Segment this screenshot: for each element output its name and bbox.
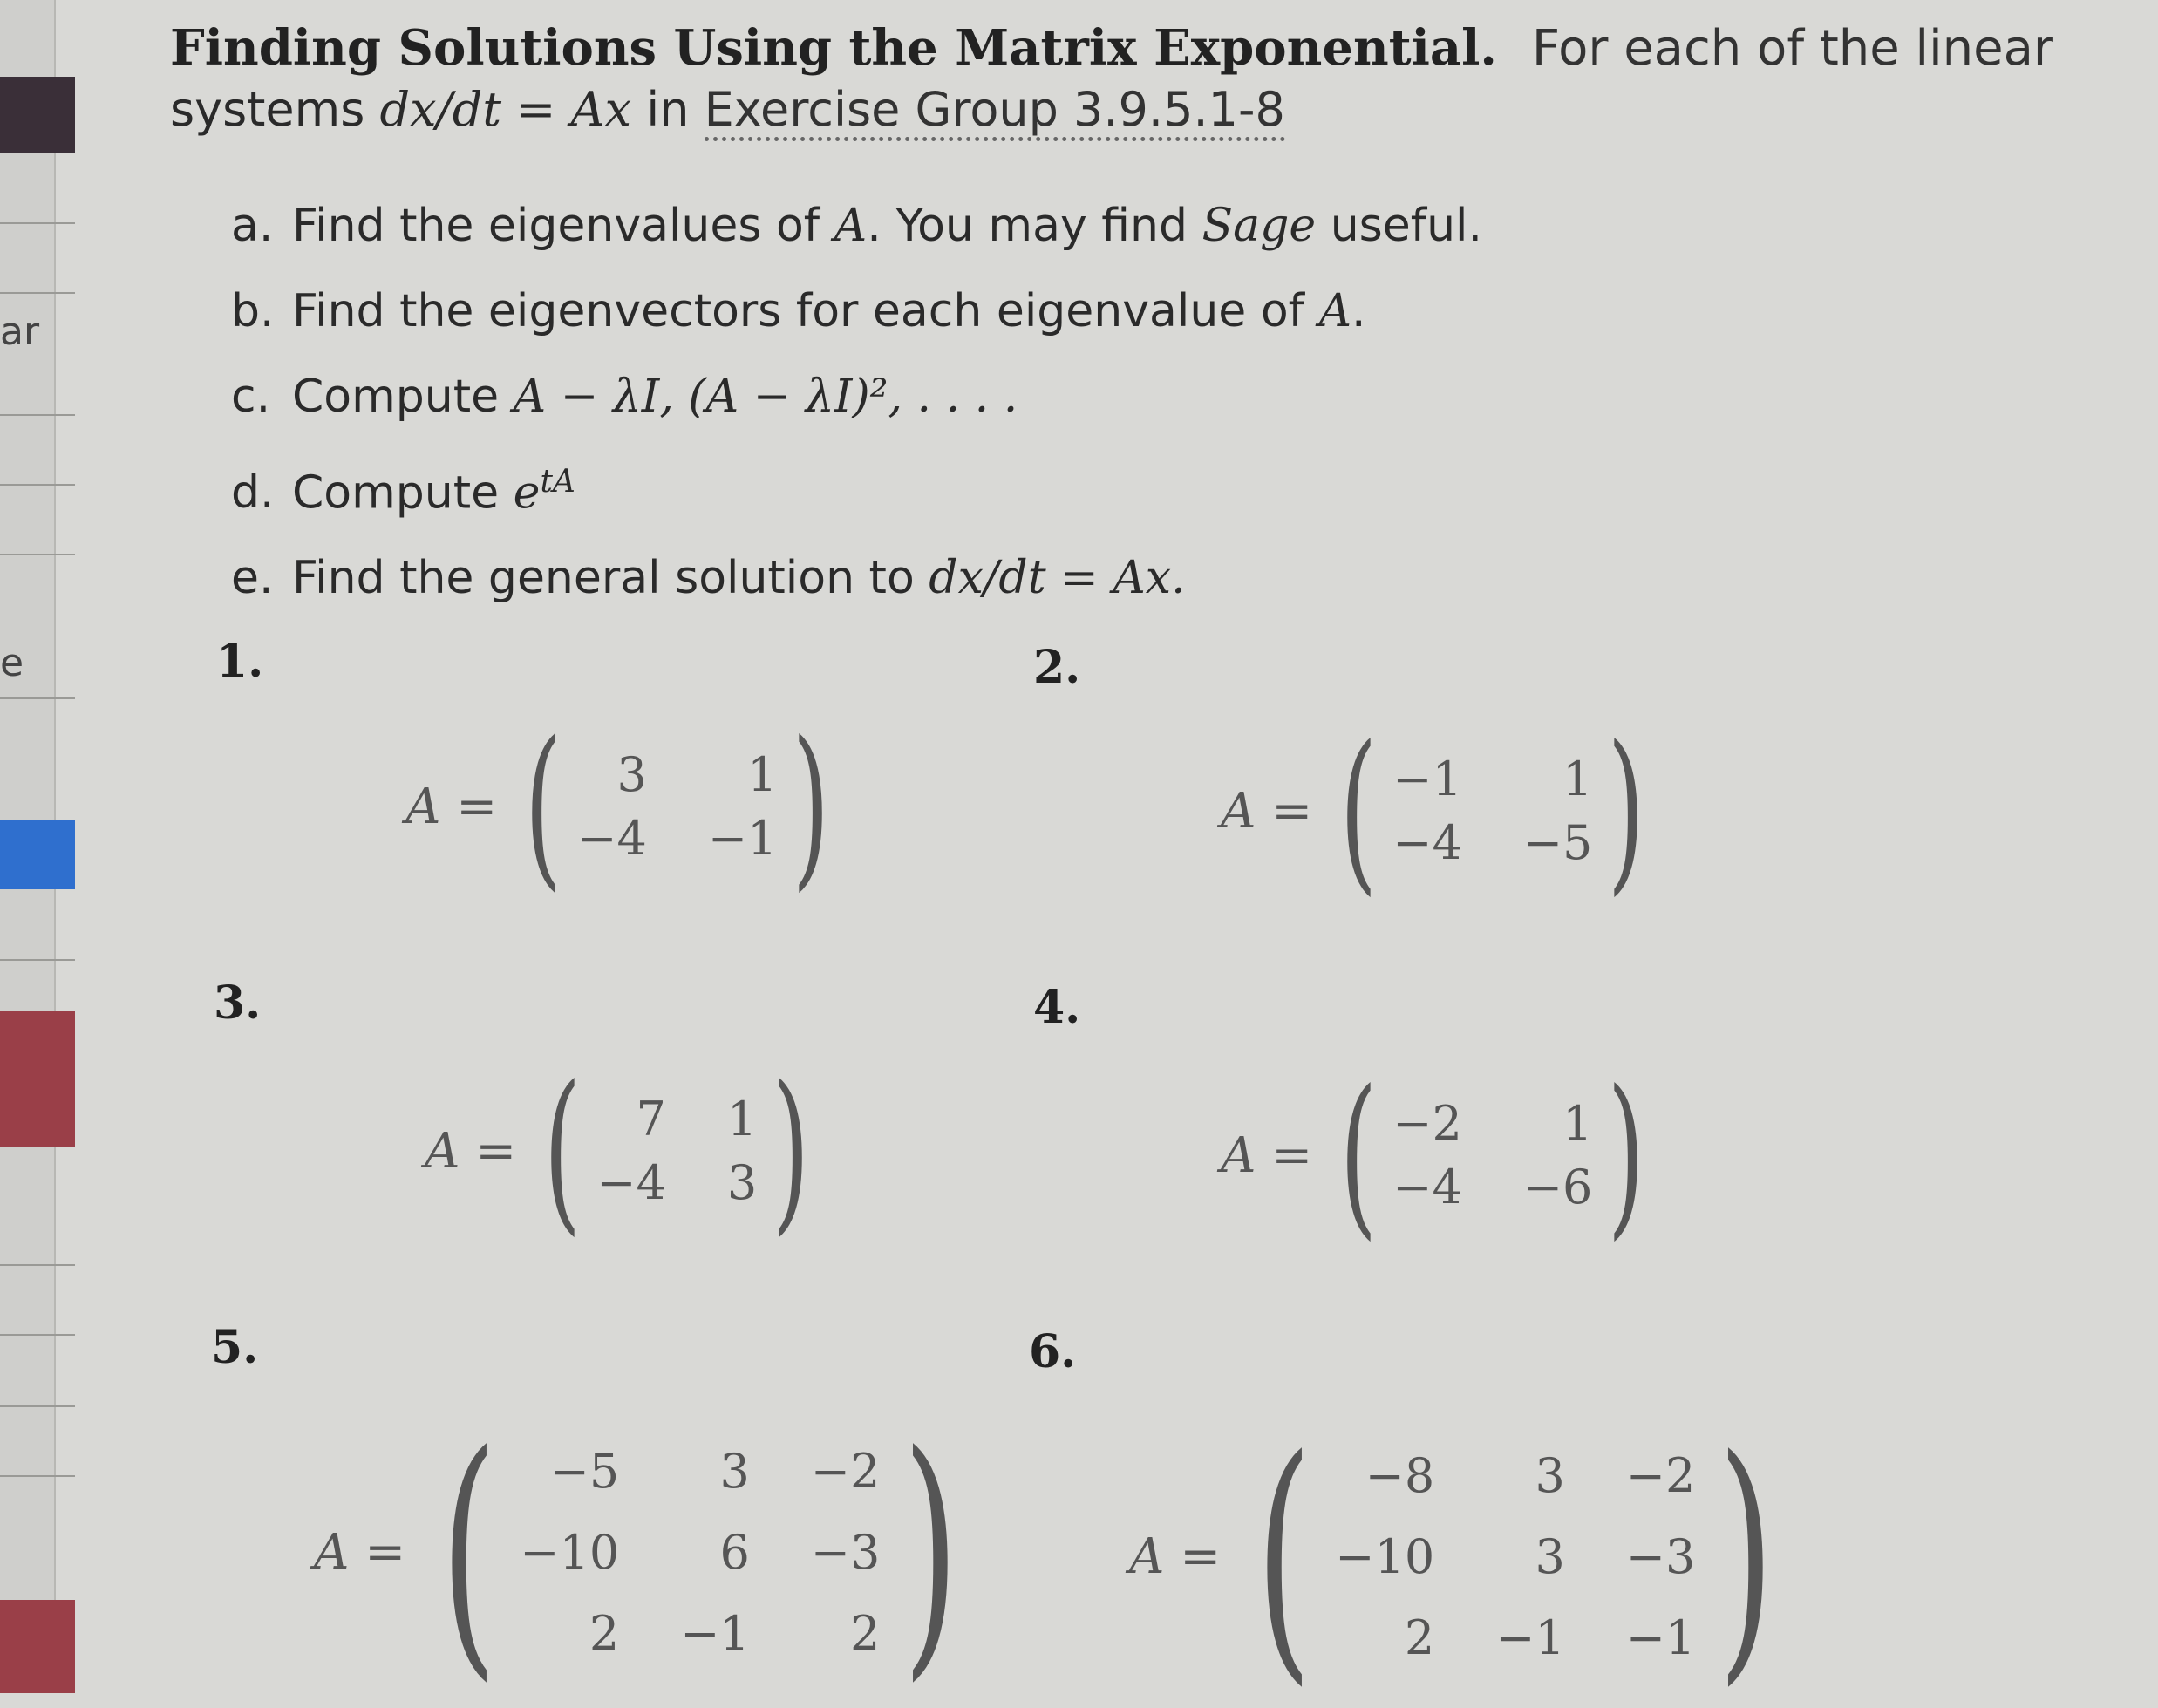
strip-block-dark <box>0 77 75 153</box>
matrix-entry: 3 <box>719 1443 750 1499</box>
task-text: Find the eigenvalues of <box>292 200 834 252</box>
task-letter: e. <box>231 552 274 605</box>
matrix-lhs: A = <box>425 1122 517 1180</box>
task-letter: b. <box>231 285 275 337</box>
task-e <box>231 535 1482 621</box>
task-math: dx/dt = Ax. <box>929 552 1186 605</box>
matrix-entry: 1 <box>1562 752 1593 806</box>
intro-line <box>170 79 2071 140</box>
strip-divider <box>0 554 75 555</box>
matrix-equation-1 <box>405 704 845 908</box>
matrix-entry: −1 <box>1625 1609 1696 1665</box>
matrix-equation-4 <box>1221 1053 1660 1256</box>
strip-divider <box>0 484 75 486</box>
matrix-lhs: A = <box>1221 782 1313 840</box>
matrix-entry: 1 <box>726 1092 758 1147</box>
intro-equation: dx/dt = Ax <box>379 82 632 137</box>
matrix-entries <box>1392 752 1592 870</box>
strip-divider <box>0 697 75 699</box>
matrix-entry: 2 <box>589 1605 620 1661</box>
matrix-entries <box>1392 1096 1592 1215</box>
left-paren: ( <box>1256 1404 1312 1708</box>
matrix-entry: 3 <box>1535 1528 1565 1584</box>
sage-link[interactable]: Sage <box>1202 200 1317 252</box>
task-math: e <box>513 466 541 520</box>
task-text: Find the general solution to <box>292 552 929 605</box>
matrix-entry: −6 <box>1522 1160 1593 1215</box>
matrix-entries <box>1335 1448 1695 1665</box>
exercise-group-link[interactable]: Exercise Group 3.9.5.1-8 <box>705 82 1285 141</box>
matrix-entry: 3 <box>616 747 647 802</box>
task-math: A <box>834 200 868 252</box>
task-letter: a. <box>231 200 274 252</box>
problem-number-1: 1. <box>216 635 264 688</box>
left-paren: ( <box>543 1049 582 1252</box>
strip-divider <box>0 222 75 224</box>
exercise-header <box>170 17 2071 140</box>
left-paren: ( <box>1339 709 1378 912</box>
problem-number-6: 6. <box>1029 1325 1077 1378</box>
matrix-entry: 6 <box>719 1524 750 1580</box>
intro-in: in <box>631 82 705 137</box>
task-math: A <box>1318 285 1352 337</box>
task-text: Compute <box>292 466 514 520</box>
matrix-entry: −1 <box>680 1605 750 1661</box>
matrix-entry: −1 <box>1392 752 1462 806</box>
right-paren: ) <box>902 1399 960 1704</box>
task-a <box>231 183 1482 269</box>
matrix-lhs: A = <box>314 1523 406 1581</box>
matrix-entry: −1 <box>707 811 778 866</box>
matrix-entry: −10 <box>520 1524 620 1580</box>
title-line <box>170 17 2071 79</box>
task-b <box>231 269 1482 354</box>
strip-label: ar <box>0 310 40 354</box>
problem-number-2: 2. <box>1033 641 1081 694</box>
matrix-equation-5 <box>314 1399 982 1704</box>
left-paren: ( <box>440 1399 497 1704</box>
task-letter: c. <box>231 371 271 423</box>
task-letter: d. <box>231 466 275 520</box>
task-math: A − λI, (A − λI)², . . . . <box>513 371 1018 423</box>
task-text: useful. <box>1316 200 1482 252</box>
matrix-entry: −5 <box>549 1443 620 1499</box>
right-paren: ) <box>1607 1053 1645 1256</box>
task-d <box>231 439 1482 535</box>
matrix-entry: −3 <box>1625 1528 1696 1584</box>
matrix-equation-3 <box>425 1049 825 1252</box>
right-paren: ) <box>772 1049 810 1252</box>
matrix-entries <box>596 1092 757 1210</box>
problem-number-3: 3. <box>214 976 262 1030</box>
adjacent-window-strip <box>0 0 56 1693</box>
matrix-entry: −4 <box>577 811 647 866</box>
task-text: . <box>1351 285 1366 337</box>
matrix-entry: −1 <box>1495 1609 1565 1665</box>
matrix-equation-6 <box>1129 1404 1797 1708</box>
matrix-entry: −5 <box>1522 815 1593 870</box>
strip-block-blue <box>0 820 75 889</box>
matrix-entry: −8 <box>1365 1447 1435 1503</box>
title-continuation: For each of the linear <box>1531 20 2053 77</box>
strip-divider <box>0 1264 75 1266</box>
matrix-entry: −4 <box>596 1155 666 1210</box>
matrix-entry: −4 <box>1392 815 1462 870</box>
matrix-entry: −2 <box>1625 1447 1696 1503</box>
matrix-entries <box>520 1444 880 1661</box>
strip-divider <box>0 292 75 294</box>
strip-block-red <box>0 1600 75 1693</box>
matrix-entry: 3 <box>1535 1447 1565 1503</box>
matrix-entry: −2 <box>1392 1096 1462 1151</box>
matrix-entry: −10 <box>1335 1528 1435 1584</box>
matrix-entry: 2 <box>850 1605 881 1661</box>
matrix-entry: −2 <box>810 1443 881 1499</box>
intro-prefix: systems <box>170 82 380 137</box>
matrix-entry: −4 <box>1392 1160 1462 1215</box>
matrix-entry: 2 <box>1404 1609 1435 1665</box>
problem-number-5: 5. <box>211 1321 259 1374</box>
task-superscript: tA <box>540 464 575 500</box>
matrix-lhs: A = <box>1129 1528 1222 1585</box>
strip-divider <box>0 1405 75 1407</box>
matrix-entries <box>577 747 777 866</box>
matrix-entry: 3 <box>726 1155 758 1210</box>
right-paren: ) <box>1607 709 1645 912</box>
strip-block-red <box>0 1011 75 1147</box>
right-paren: ) <box>792 704 830 908</box>
task-list <box>231 183 1482 621</box>
matrix-entry: −3 <box>810 1524 881 1580</box>
strip-divider <box>0 1475 75 1477</box>
exercise-title: Finding Solutions Using the Matrix Exponential. <box>170 19 1497 77</box>
strip-divider <box>0 959 75 961</box>
task-text: . You may find <box>867 200 1202 252</box>
matrix-entry: 7 <box>636 1092 666 1147</box>
matrix-entry: 1 <box>747 747 778 802</box>
strip-divider <box>0 1334 75 1336</box>
right-paren: ) <box>1718 1404 1775 1708</box>
strip-label: e <box>0 641 24 685</box>
problem-number-4: 4. <box>1033 981 1081 1034</box>
left-paren: ( <box>524 704 562 908</box>
task-c <box>231 354 1482 439</box>
matrix-entry: 1 <box>1562 1096 1593 1151</box>
matrix-lhs: A = <box>1221 1126 1313 1184</box>
matrix-lhs: A = <box>405 778 498 835</box>
left-paren: ( <box>1339 1053 1378 1256</box>
task-text: Compute <box>292 371 514 423</box>
task-text: Find the eigenvectors for each eigenvalue of <box>292 285 1319 337</box>
strip-divider <box>0 414 75 416</box>
matrix-equation-2 <box>1221 709 1660 912</box>
